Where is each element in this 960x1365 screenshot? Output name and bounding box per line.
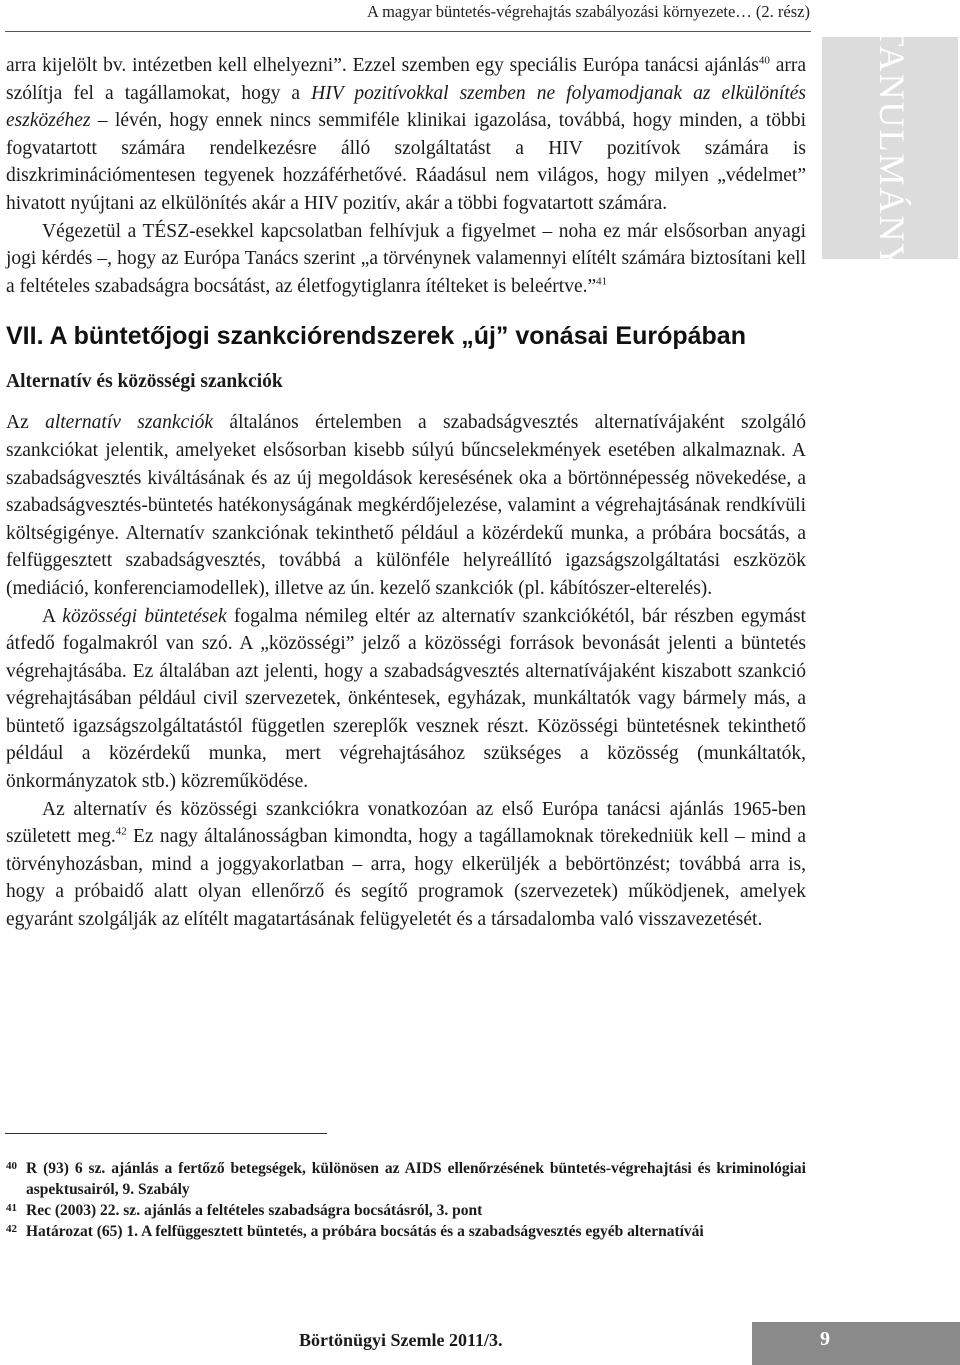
text-run: általános értelemben a szabadságvesztés alternatívájaként szolgáló szankciókat jelentik, amelyeket elsősorban kisebb súlyú bűncselekmények esetében alkalmaznak. A szabadságvesztés kiváltásának és az új megoldások keresésének oka a börtönnépesség növekedése, a szabadságvesztés-büntetés hatékonyságának megkérdőjelezése, valamint a végrehajtásának rendkívüli költségigénye. Alternatív szankciónak tekinthető például a közérdekű munka, a próbára bocsátás, a felfüggesztett szabadságvesztés, továbbá a különféle helyreállító igazságszolgáltatási eszközök (mediáció, konferenciamodellek), illetve az ún. kezelő szankciók (pl. kábítószer-elterelés). (6, 412, 806, 599)
header-rule (5, 31, 811, 32)
footnote-ref-40[interactable]: 40 (758, 54, 770, 67)
text-run: Az alternatív és közösségi szankciókra vonatkozóan az első Európa tanácsi ajánlás 1965-ben született meg. (6, 798, 806, 848)
text-run: fogalma némileg eltér az alternatív szankciókétól, bár részben egymást átfedő fogalmakról van szó. A „közösségi” jelző a közösségi források bevonását jelenti a büntetés végrehajtásába. Ez általában azt jelenti, hogy a szabadságvesztés alternatívájaként kiszabott szankció végrehajtásában például civil szervezetek, önkéntesek, egyházak, munkáltatók vagy bármely más, a büntető igazságszolgáltatástól független szereplők vesznek részt. Közösségi büntetésnek tekinthető például a közérdekű munka, mert végrehajtásához szükséges a közösség (munkáltatók, önkormányzatok stb.) közreműködése. (6, 605, 806, 793)
side-tab-label: TANULMÁNY (872, 24, 912, 272)
footnotes (6, 1158, 806, 1242)
side-tab (822, 24, 958, 272)
running-head: A magyar büntetés-végrehajtás szabályozási környezete… (2. rész) (366, 2, 810, 21)
footnote-ref-41[interactable]: 41 (596, 275, 608, 288)
italic-run: közösségi büntetések (62, 605, 227, 627)
footnote-number: 42 (6, 1223, 17, 1235)
sub-heading: Alternatív és közösségi szankciók (6, 371, 283, 393)
footnote-text: R (93) 6 sz. ajánlás a fertőző betegségek, különösen az AIDS ellenőrzésének büntetés-végrehajtási és kriminológiai aspektusairól, 9. Szabály (26, 1160, 806, 1198)
journal-title: Börtönügyi Szemle 2011/3. (299, 1330, 503, 1350)
footnote-ref-42[interactable]: 42 (115, 825, 127, 838)
paragraph-tesz (6, 218, 806, 301)
footnote-rule (5, 1133, 327, 1134)
footnote (6, 1221, 806, 1242)
footnote-text: Határozat (65) 1. A felfüggesztett büntetés, a próbára bocsátás és a szabadságvesztés egyéb alternatívái (26, 1223, 704, 1240)
text-run: A (42, 605, 63, 627)
italic-run: HIV pozitívokkal szemben ne folyamodjanak az elkülönítés eszközéhez (6, 82, 807, 132)
text-run: arra kijelölt bv. intézetben kell elhelyezni”. Ezzel szemben egy speciális Európa tanácsi ajánlás (6, 55, 759, 76)
text-run: Az (6, 412, 46, 434)
paragraph-hiv (6, 52, 806, 218)
footnote-number: 40 (6, 1160, 17, 1172)
paragraph-alternative (6, 409, 806, 602)
text-run: – lévén, hogy ennek nincs semmiféle klinikai igazolása, továbbá, hogy minden, a többi fogvatartott számára rendelkezésre álló szolgáltatást a HIV pozitívok számára is diszkriminációmentesen tegyenek hozzáférhetővé. Ráadásul nem világos, hogy milyen „védelmet” hivatott nyújtani az elkülönítés akár a HIV pozitív, akár a többi fogvatartott számára. (6, 110, 806, 214)
text-run: Ez nagy általánosságban kimondta, hogy a tagállamoknak törekedniük kell – mind a törvényhozásban, mind a joggyakorlatban – arra, hogy elkerüljék a bebörtönzést; továbbá arra is, hogy a próbaidő alatt olyan ellenőrző és segítő programok (szervezetek) működjenek, amelyek egyaránt szolgálják az elítélt magatartásának felügyeletét és a társadalomba való visszavezetését. (6, 826, 806, 931)
text-run: Végezetül a TÉSZ-esekkel kapcsolatban felhívjuk a figyelmet – noha ez már elsősorban anyagi jogi kérdés –, hogy az Európa Tanács szerint „a törvénynek valamennyi elítélt számára biztosítani kell a feltételes szabadságra bocsátást, az életfogytiglanra ítélteket is beleértve.” (6, 220, 806, 297)
paragraph-recommendation (6, 796, 806, 934)
paragraph-community (6, 603, 806, 796)
footnote-text: Rec (2003) 22. sz. ajánlás a feltételes szabadságra bocsátásról, 3. pont (26, 1202, 483, 1219)
italic-run: alternatív szankciók (45, 412, 214, 434)
footnote (6, 1200, 806, 1221)
page-number: 9 (820, 1328, 830, 1350)
footnote-number: 41 (6, 1202, 17, 1214)
text-run: arra szólítja fel a tagállamokat, hogy a (6, 55, 806, 104)
footnote (6, 1158, 806, 1200)
section-heading: VII. A büntetőjogi szankciórendszerek „új” vonásai Európában (6, 322, 746, 351)
page-number-box (752, 1322, 960, 1365)
main-text (6, 52, 806, 934)
